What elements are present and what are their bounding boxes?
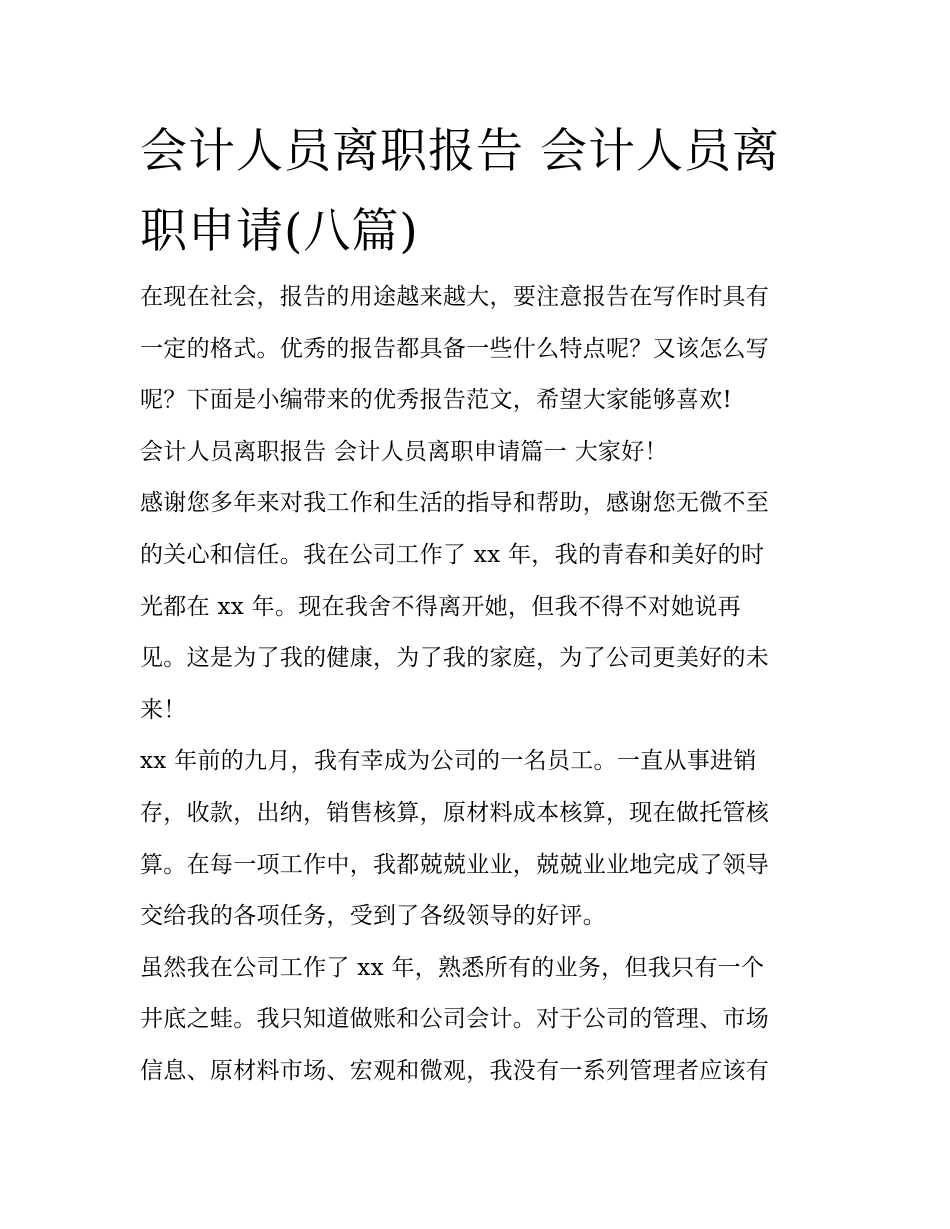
body-line: 呢？下面是小编带来的优秀报告范文，希望大家能够喜欢! [140, 387, 733, 414]
body-line: 信息、原材料市场、宏观和微观，我没有一系列管理者应该有 [140, 1057, 770, 1084]
body-line: xx 年前的九月，我有幸成为公司的一名员工。一直从事进销 [140, 748, 757, 775]
body-line: 算。在每一项工作中，我都兢兢业业，兢兢业业地完成了领导 [140, 851, 770, 878]
body-line: 感谢您多年来对我工作和生活的指导和帮助，感谢您无微不至 [140, 490, 770, 517]
body-line: 会计人员离职报告 会计人员离职申请篇一 大家好！ [140, 438, 668, 465]
body-line: 一定的格式。优秀的报告都具备一些什么特点呢？又该怎么写 [140, 335, 770, 362]
body-line: 的关心和信任。我在公司工作了 xx 年，我的青春和美好的时 [140, 541, 765, 568]
body-line: 来！ [140, 696, 187, 723]
body-line: 存，收款，出纳，销售核算，原材料成本核算，现在做托管核 [140, 799, 770, 826]
body-line: 虽然我在公司工作了 xx 年，熟悉所有的业务，但我只有一个 [140, 954, 765, 981]
body-line: 在现在社会，报告的用途越来越大，要注意报告在写作时具有 [140, 284, 770, 310]
title-line-1: 会计人员离职报告 会计人员离 [140, 124, 780, 179]
body-line: 井底之蛙。我只知道做账和公司会计。对于公司的管理、市场 [140, 1006, 770, 1033]
body-line: 见。这是为了我的健康，为了我的家庭，为了公司更美好的未 [140, 645, 770, 672]
document-title [140, 112, 820, 272]
body-line: 交给我的各项任务，受到了各级领导的好评。 [140, 903, 606, 930]
document-body [140, 272, 820, 1098]
title-line-2: 职申请(八篇) [140, 204, 419, 259]
body-line: 光都在 xx 年。现在我舍不得离开她，但我不得不对她说再 [140, 593, 741, 620]
